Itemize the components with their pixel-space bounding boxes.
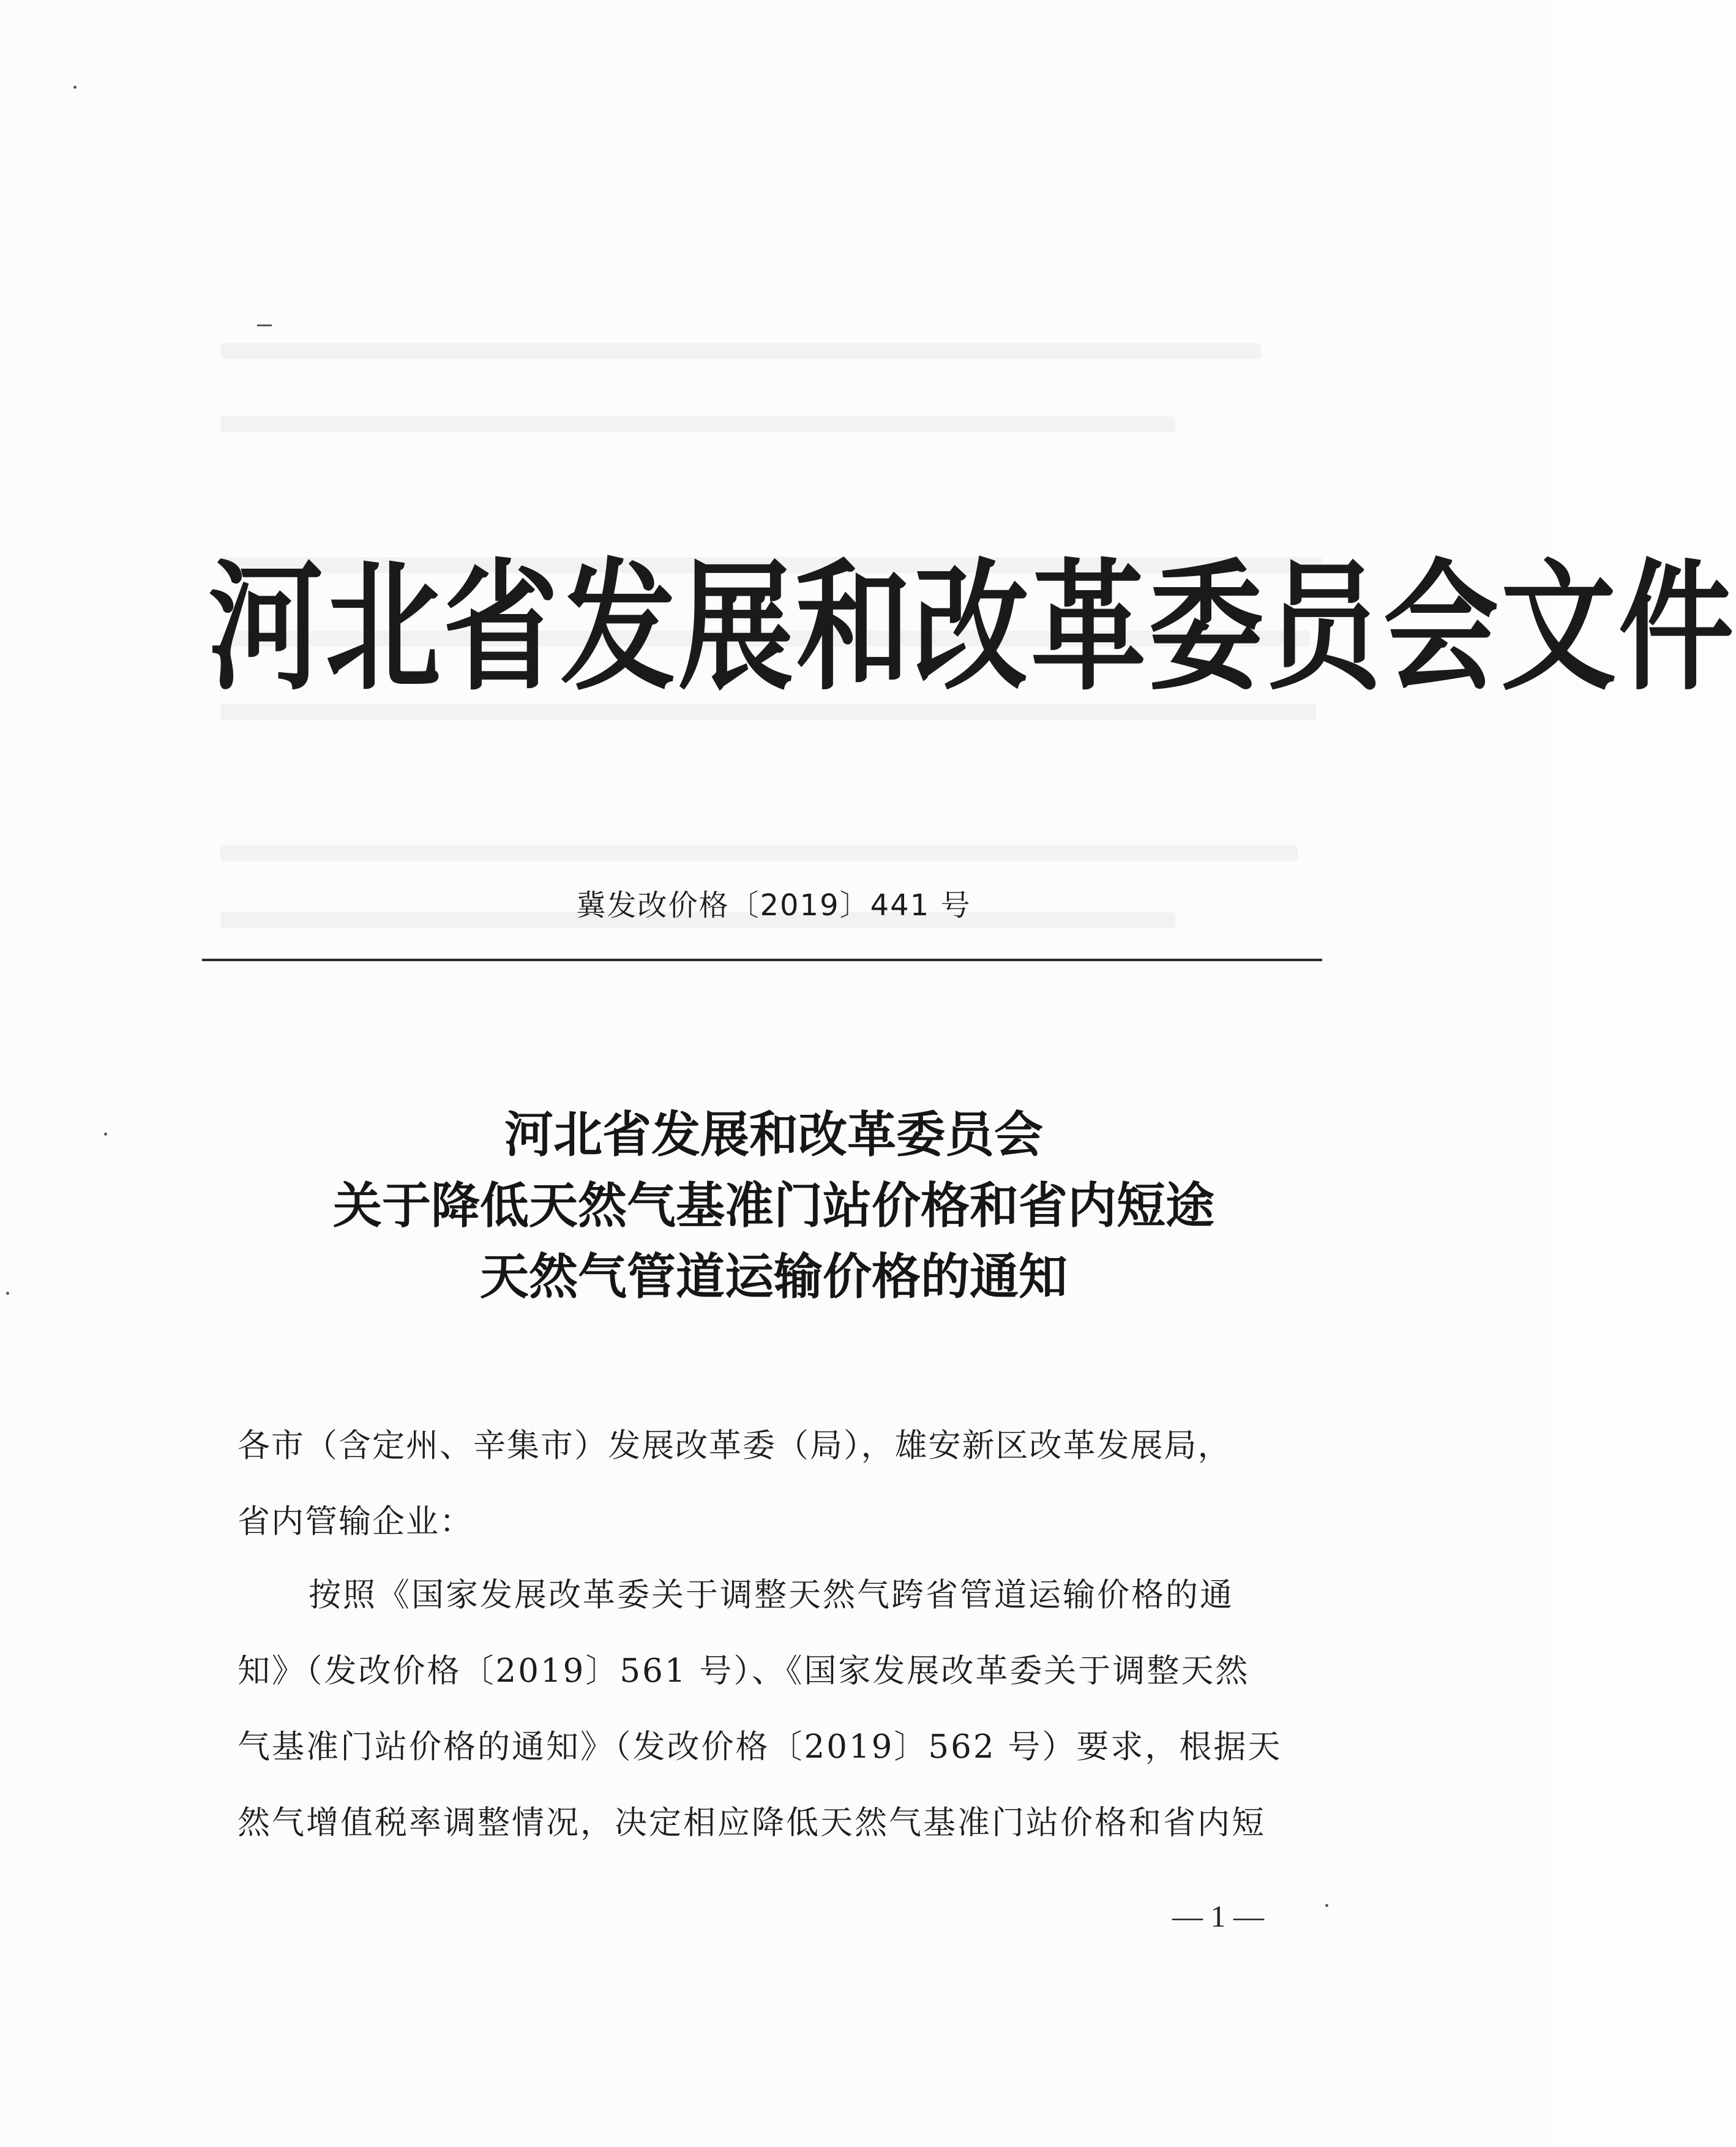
body-line: 然气增值税率调整情况，决定相应降低天然气基准门站价格和省内短 <box>238 1804 1266 1842</box>
body-line: 气基准门站价格的通知》（发改价格〔2019〕562 号）要求，根据天 <box>238 1728 1282 1766</box>
notice-title <box>0 1099 1547 1312</box>
notice-title-line: 关于降低天然气基准门站价格和省内短途 <box>333 1177 1214 1234</box>
scan-speck <box>257 324 272 326</box>
body-line: 按照《国家发展改革委关于调整天然气跨省管道运输价格的通 <box>309 1576 1234 1614</box>
bleed-through-line <box>220 416 1175 432</box>
bleed-through-line <box>220 343 1261 359</box>
recipients-line: 省内管输企业： <box>238 1503 473 1540</box>
scan-speck <box>73 86 77 89</box>
recipients-block <box>238 1408 1315 1560</box>
header-divider-rule <box>202 959 1322 961</box>
body-line: 知》（发改价格〔2019〕561 号）、《国家发展改革委关于调整天然 <box>238 1652 1250 1690</box>
bleed-through-line <box>220 845 1298 861</box>
notice-title-line: 河北省发展和改革委员会 <box>504 1106 1043 1163</box>
body-paragraph <box>238 1557 1315 1861</box>
notice-title-line: 天然气管道运输价格的通知 <box>480 1248 1068 1305</box>
scan-speck <box>1325 1904 1328 1907</box>
recipients-line: 各市（含定州、辛集市）发展改革委（局），雄安新区改革发展局， <box>238 1427 1232 1464</box>
issuer-header: 河北省发展和改革委员会文件 <box>208 546 1736 710</box>
document-number: 冀发改价格〔2019〕441 号 <box>576 888 971 923</box>
page-number: — 1 — <box>1172 1899 1264 1933</box>
